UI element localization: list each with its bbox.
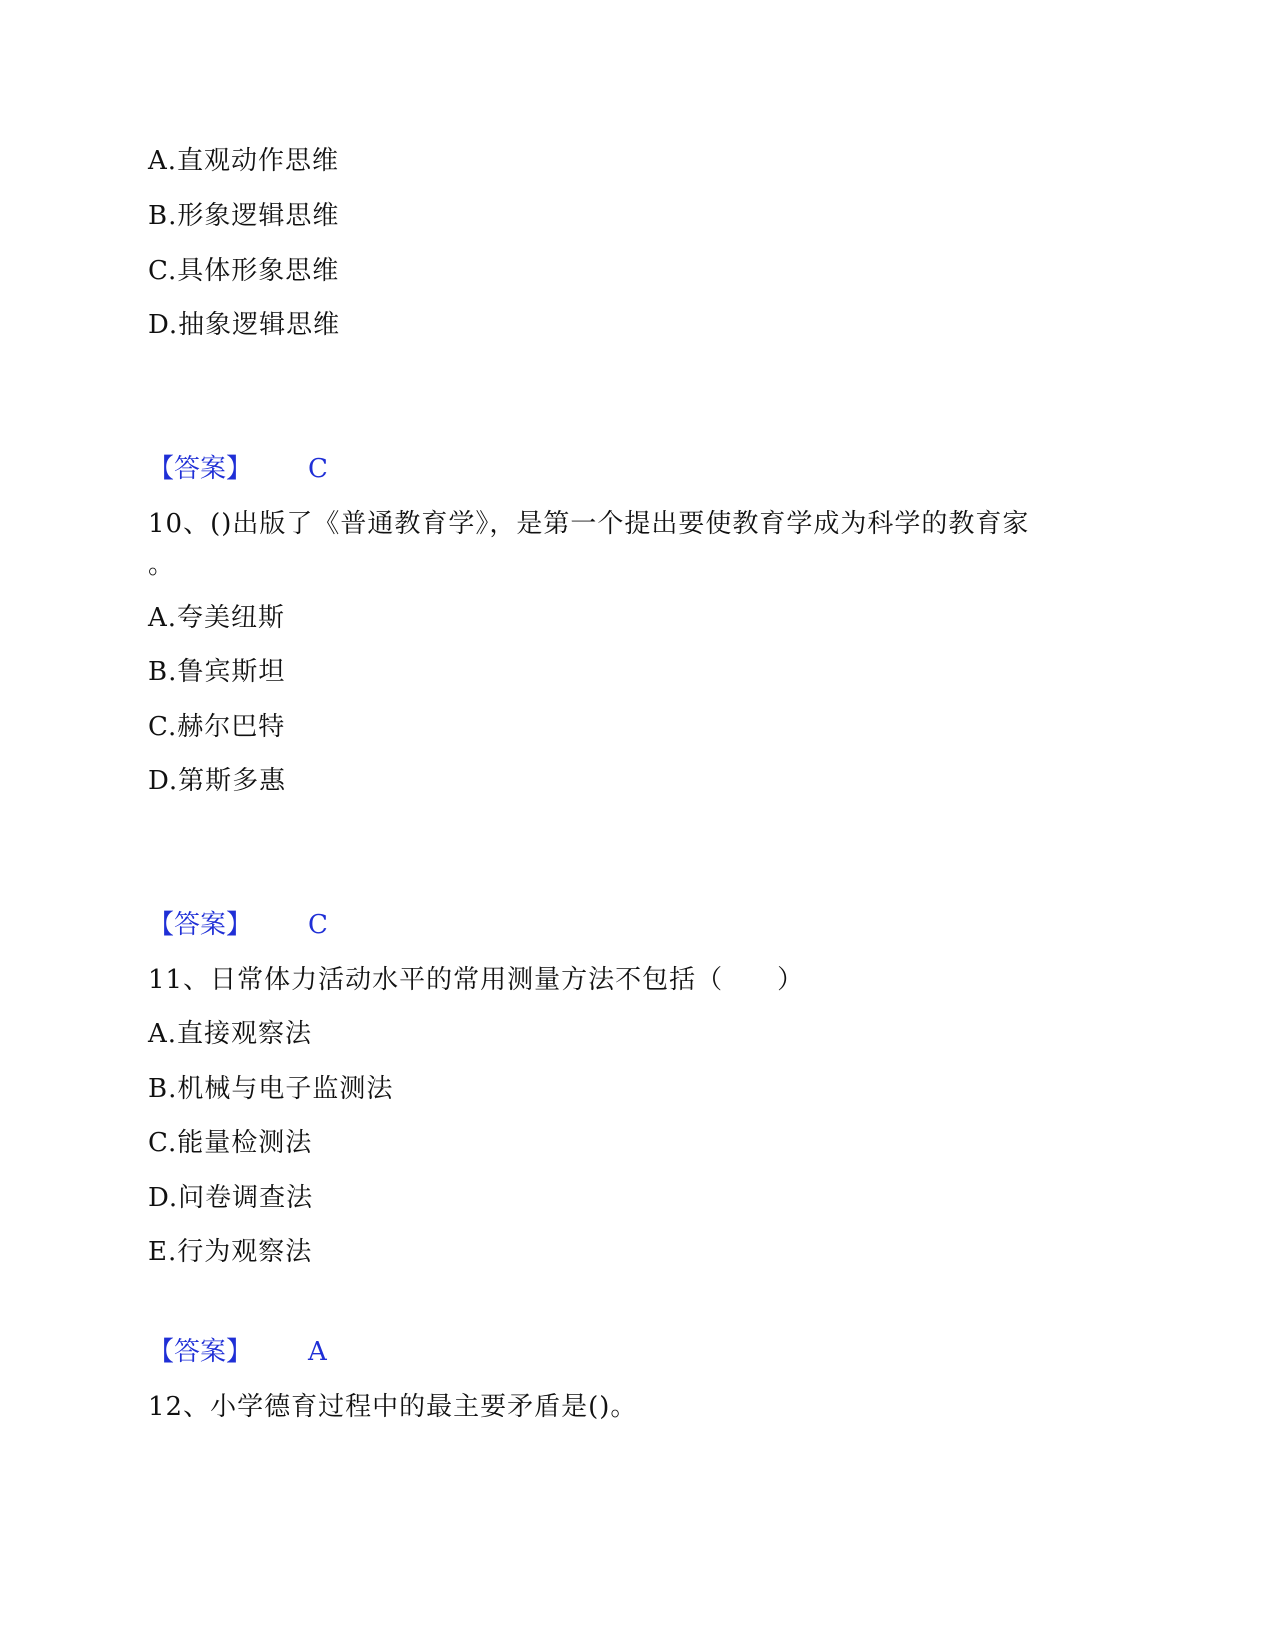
- q11-option-d: D.问卷调查法: [148, 1183, 314, 1213]
- q10-answer: [148, 908, 328, 942]
- q9-option-a: A.直观动作思维: [148, 146, 340, 176]
- answer-value: C: [308, 910, 328, 940]
- q9-option-d: D.抽象逻辑思维: [148, 310, 341, 340]
- q10-option-c: C.赫尔巴特: [148, 712, 286, 742]
- q11-answer: [148, 1335, 327, 1369]
- answer-value: C: [308, 454, 328, 484]
- answer-label: 【答案】: [148, 910, 253, 940]
- q9-answer: [148, 452, 328, 486]
- q11-option-a: A.直接观察法: [148, 1019, 313, 1049]
- answer-value: A: [308, 1337, 327, 1367]
- q11-option-e: E.行为观察法: [148, 1237, 313, 1267]
- answer-label: 【答案】: [148, 1337, 253, 1367]
- q11-option-c: C.能量检测法: [148, 1128, 313, 1158]
- q11-stem: 11、日常体力活动水平的常用测量方法不包括（ ）: [148, 965, 805, 995]
- q10-stem-continuation: 。: [148, 550, 176, 580]
- q9-option-c: C.具体形象思维: [148, 256, 340, 286]
- q10-option-a: A.夸美纽斯: [148, 603, 286, 633]
- q11-option-b: B.机械与电子监测法: [148, 1074, 394, 1104]
- q10-stem: 10、()出版了《普通教育学》，是第一个提出要使教育学成为科学的教育家: [148, 509, 1030, 539]
- answer-label: 【答案】: [148, 454, 253, 484]
- q10-option-b: B.鲁宾斯坦: [148, 657, 286, 687]
- q9-option-b: B.形象逻辑思维: [148, 201, 340, 231]
- q12-stem: 12、小学德育过程中的最主要矛盾是()。: [148, 1392, 638, 1422]
- q10-option-d: D.第斯多惠: [148, 766, 287, 796]
